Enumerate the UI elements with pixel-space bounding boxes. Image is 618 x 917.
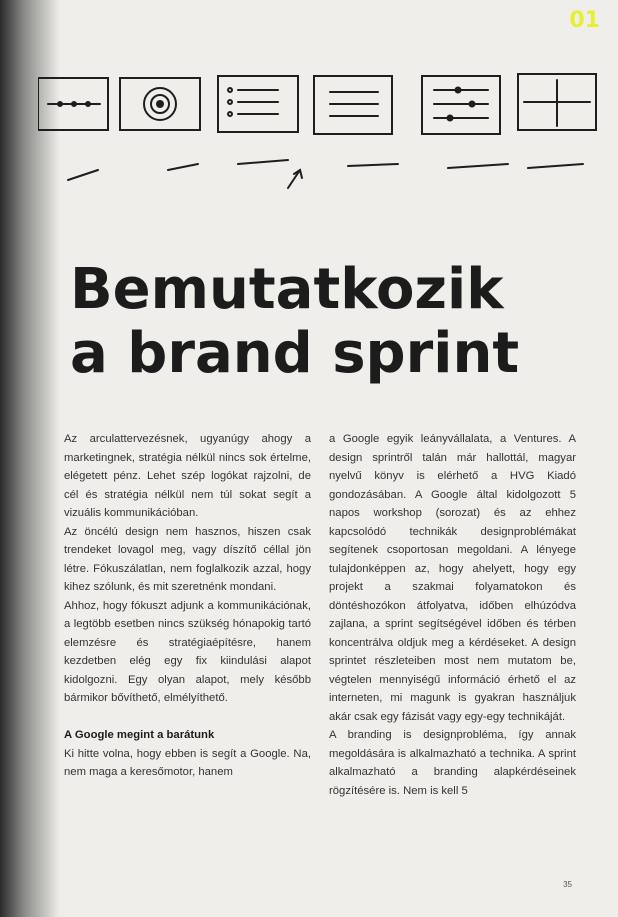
workshop-sketch [38,70,608,245]
left-column [64,430,311,782]
sketch-frame-text [314,76,392,134]
sketch-frame-matrix [518,74,596,130]
sketch-frame-target [120,78,200,130]
sketch-frame-list [218,76,298,132]
paragraph: A branding is designprobléma, így annak megoldására is alkalmazható a technika. A sprint alkalmazható a branding alapkérdéseinek rögzítésére is. Nem is kell 5 [329,729,576,797]
paragraph: Az arculattervezésnek, ugyanúgy ahogy a marketingnek, stratégia nélkül nincs sok értelme, elégetett pénz. Lehet szép logókat rajzolni, de cél és stratégia nélkül nem túl sokat segít a vizuális kommunikációban. [64,433,311,519]
chapter-badge: 01 [569,8,600,33]
title-line-2: a brand sprint [70,321,520,386]
page-number: 35 [563,880,572,889]
paragraph: Ahhoz, hogy fókuszt adjunk a kommunikációnak, a legtöbb esetben nincs szükség hónapokig tartó elemzésre és stratégiaépítésre, hanem kezdetben elég egy fix kiindulási alapot kidolgozni. Egy olyan alapot, mely később bármikor bővíthető, elmélyíthető. [64,599,311,704]
sketch-frame-sliders [422,76,500,134]
page-title [70,258,610,386]
paragraph: a Google egyik leányvállalata, a Ventures. A design sprintről talán már hallottál, magyar nyelvű könyv is elérhető a HVG Kiadó gondozásában. A Google által kidolgozott 5 napos workshop (sorozat) és az ehhez kapcsolódó technikák designproblémákat segítenek csoportosan megoldani. A lényege tulajdonképpen az, hogy ahelyett, hogy egy projekt a szakmai folyamatokon és döntéshozókon átfolyatva, időben elhúzódva zajlana, a sprint segítségével időben és térben koncentrálva oldjuk meg a kérdéseket. A design sprintet részleteiben most nem mutatom be, végtelen mennyiségű információ érhető el az interneten, mi magunk is gyakran használjuk akár csak egy fázisát vagy egy-egy technikáját. [329,433,576,723]
paragraph: Az öncélú design nem hasznos, hiszen csak trendeket lovagol meg, vagy díszítő céllal jön létre. Fókuszálatlan, nem foglalkozik azzal, hogy kihez szólunk, és mit szeretnénk mondani. [64,525,311,593]
section-subheading: A Google megint a barátunk [64,729,215,741]
sketch-frame-timeline [38,78,108,130]
right-column [329,430,576,800]
title-line-1: Bemutatkozik [70,257,504,322]
paragraph: Ki hitte volna, hogy ebben is segít a Google. Na, nem maga a keresőmotor, hanem [64,747,311,778]
